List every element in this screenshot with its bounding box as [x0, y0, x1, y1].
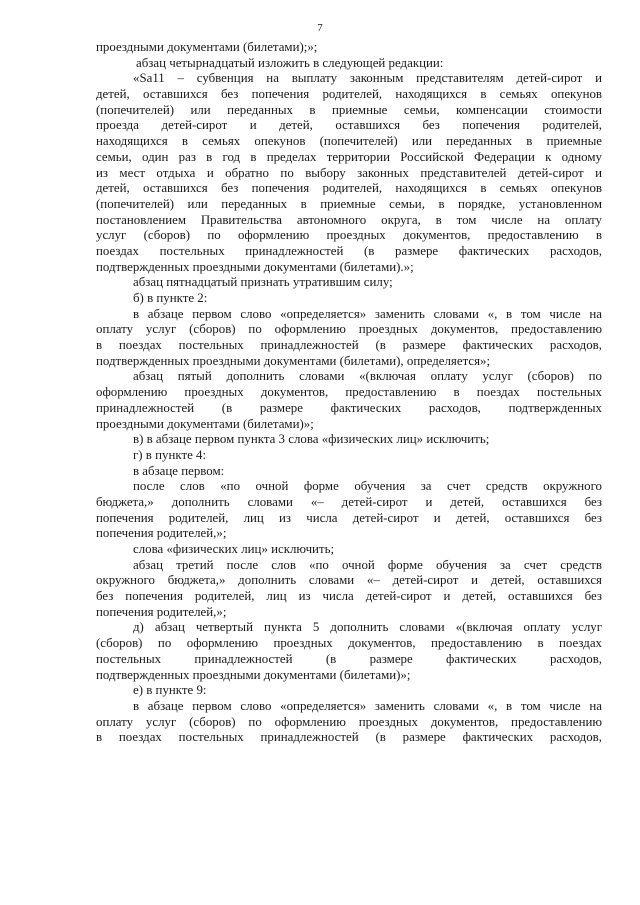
text-line: оформлению проездных документов, предоставлению в поездах постельных — [96, 385, 602, 400]
text-line: принадлежностей (в размере фактических расходов, подтвержденных — [96, 400, 602, 415]
text-line: в поездах постельных принадлежностей (в размере фактических расходов, — [96, 730, 602, 745]
text-line: подтвержденных проездными документами (билетами), определяется»; — [96, 353, 491, 368]
text-line: оплату услуг (сборов) по оформлению проездных документов, предоставлению — [96, 322, 602, 337]
document-body — [96, 40, 602, 746]
text-line: г) в пункте 4: — [133, 447, 207, 462]
text-line: семьи, один раз в год в пределах территории Российской Федерации к одному — [96, 149, 602, 164]
text-line: из мест отдыха и обратно по выбору законных представителей детей-сирот и — [96, 165, 602, 180]
text-line: слова «физических лиц» исключить; — [133, 542, 335, 556]
text-line: окружного бюджета,» дополнить словами «– детей-сирот и детей, оставшихся — [96, 573, 602, 588]
text-line: проездными документами (билетами)»; — [96, 416, 314, 431]
text-line: б) в пункте 2: — [133, 291, 208, 305]
text-line: е) в пункте 9: — [133, 683, 207, 698]
text-line: оплату услуг (сборов) по оформлению проездных документов, предоставлению — [96, 714, 602, 729]
text-line: в абзаце первом: — [133, 463, 225, 478]
text-line: (попечителей) или переданных в приемные семьи, в порядке, установленном — [96, 196, 602, 211]
text-line: постановлением Правительства автономного округа, в том числе на оплату — [96, 212, 602, 227]
text-line: «Sa11 – субвенция на выплату законным представителям детей-сирот и — [133, 71, 602, 86]
text-line: находящихся в семьях опекунов (попечителей) или переданных в приемные — [96, 134, 602, 149]
text-line: абзац четырнадцатый изложить в следующей редакции: — [136, 55, 444, 70]
text-line: проезда детей-сирот и детей, оставшихся без попечения родителей, — [96, 118, 602, 133]
text-line: проездными документами (билетами);»; — [96, 40, 318, 54]
text-line: абзац пятнадцатый признать утратившим силу; — [133, 275, 393, 290]
text-line: поездах постельных принадлежностей (в размере фактических расходов, — [96, 243, 602, 258]
page-number: 7 — [317, 22, 323, 34]
text-line: в абзаце первом слово «определяется» заменить словами «, в том числе на — [133, 698, 602, 713]
text-line: в абзаце первом слово «определяется» заменить словами «, в том числе на — [133, 306, 602, 321]
text-line: услуг (сборов) по оформлению проездных документов, предоставлению в — [96, 228, 602, 243]
text-line: детей, оставшихся без попечения родителей, находящихся в семьях опекунов — [96, 87, 602, 102]
text-line: бюджета,» дополнить словами «– детей-сирот и детей, оставшихся без — [96, 494, 602, 509]
text-line: в) в абзаце первом пункта 3 слова «физических лиц» исключить; — [133, 432, 490, 447]
text-line: абзац третий после слов «по очной форме обучения за счет средств — [133, 557, 602, 572]
text-line: подтвержденных проездными документами (билетами).»; — [96, 259, 414, 274]
text-line: попечения родителей,»; — [96, 526, 227, 541]
text-line: д) абзац четвертый пункта 5 дополнить словами «(включая оплату услуг — [133, 620, 602, 635]
text-line: после слов «по очной форме обучения за счет средств окружного — [133, 479, 602, 494]
text-line: постельных принадлежностей (в размере фактических расходов, — [96, 651, 602, 666]
text-line: (попечителей) или переданных в приемные семьи, компенсации стоимости — [96, 102, 602, 117]
text-line: детей, оставшихся без попечения родителей, находящихся в семьях опекунов — [96, 181, 602, 196]
text-line: подтвержденных проездными документами (билетами)»; — [96, 667, 411, 682]
text-line: в поездах постельных принадлежностей (в размере фактических расходов, — [96, 338, 602, 353]
text-line: попечения родителей,»; — [96, 604, 227, 619]
text-line: (сборов) по оформлению проездных документов, предоставлению в поездах — [96, 636, 602, 651]
text-line: абзац пятый дополнить словами «(включая оплату услуг (сборов) по — [133, 369, 602, 384]
text-line: попечения родителей, лиц из числа детей-сирот и детей, оставшихся без — [96, 510, 602, 525]
text-line: без попечения родителей, лиц из числа детей-сирот и детей, оставшихся без — [96, 589, 602, 604]
